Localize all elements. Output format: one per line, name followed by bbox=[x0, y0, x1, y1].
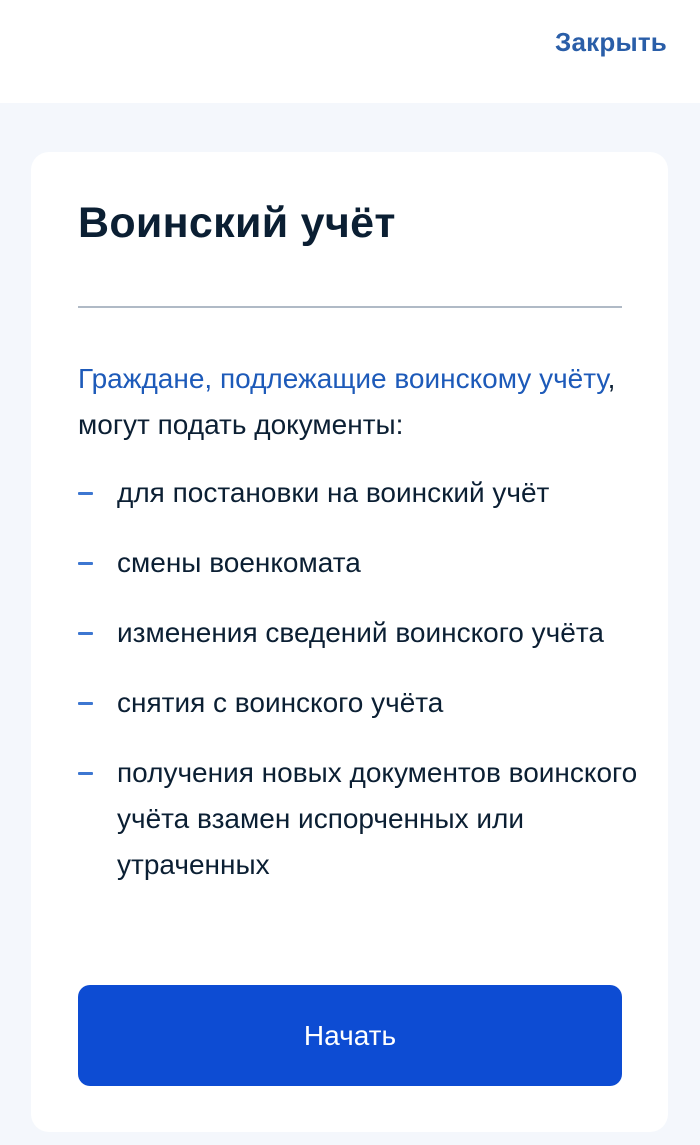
dash-bullet-icon bbox=[78, 562, 93, 565]
service-card bbox=[31, 152, 668, 1132]
citizens-link[interactable]: Граждане, подлежащие воинскому учёту bbox=[78, 363, 608, 394]
page-title: Воинский учёт bbox=[78, 199, 396, 247]
intro-rest: , могут подать документы: bbox=[78, 363, 616, 440]
list-item bbox=[78, 750, 638, 888]
intro-text bbox=[78, 356, 626, 448]
list-item bbox=[78, 540, 638, 586]
dash-bullet-icon bbox=[78, 772, 93, 775]
list-item-label: для постановки на воинский учёт bbox=[117, 477, 550, 508]
list-item-label: изменения сведений воинского учёта bbox=[117, 617, 604, 648]
list-item-label: получения новых документов воинского учёта взамен испорченных или утраченных bbox=[117, 757, 638, 880]
list-item bbox=[78, 470, 638, 516]
divider bbox=[78, 306, 622, 308]
dash-bullet-icon bbox=[78, 702, 93, 705]
list-item-label: смены военкомата bbox=[117, 547, 361, 578]
documents-list bbox=[78, 470, 638, 912]
list-item-label: снятия с воинского учёта bbox=[117, 687, 444, 718]
top-bar bbox=[0, 0, 700, 103]
dash-bullet-icon bbox=[78, 632, 93, 635]
close-link[interactable]: Закрыть bbox=[555, 27, 667, 57]
list-item bbox=[78, 680, 638, 726]
start-button[interactable]: Начать bbox=[78, 985, 622, 1086]
dash-bullet-icon bbox=[78, 492, 93, 495]
list-item bbox=[78, 610, 638, 656]
